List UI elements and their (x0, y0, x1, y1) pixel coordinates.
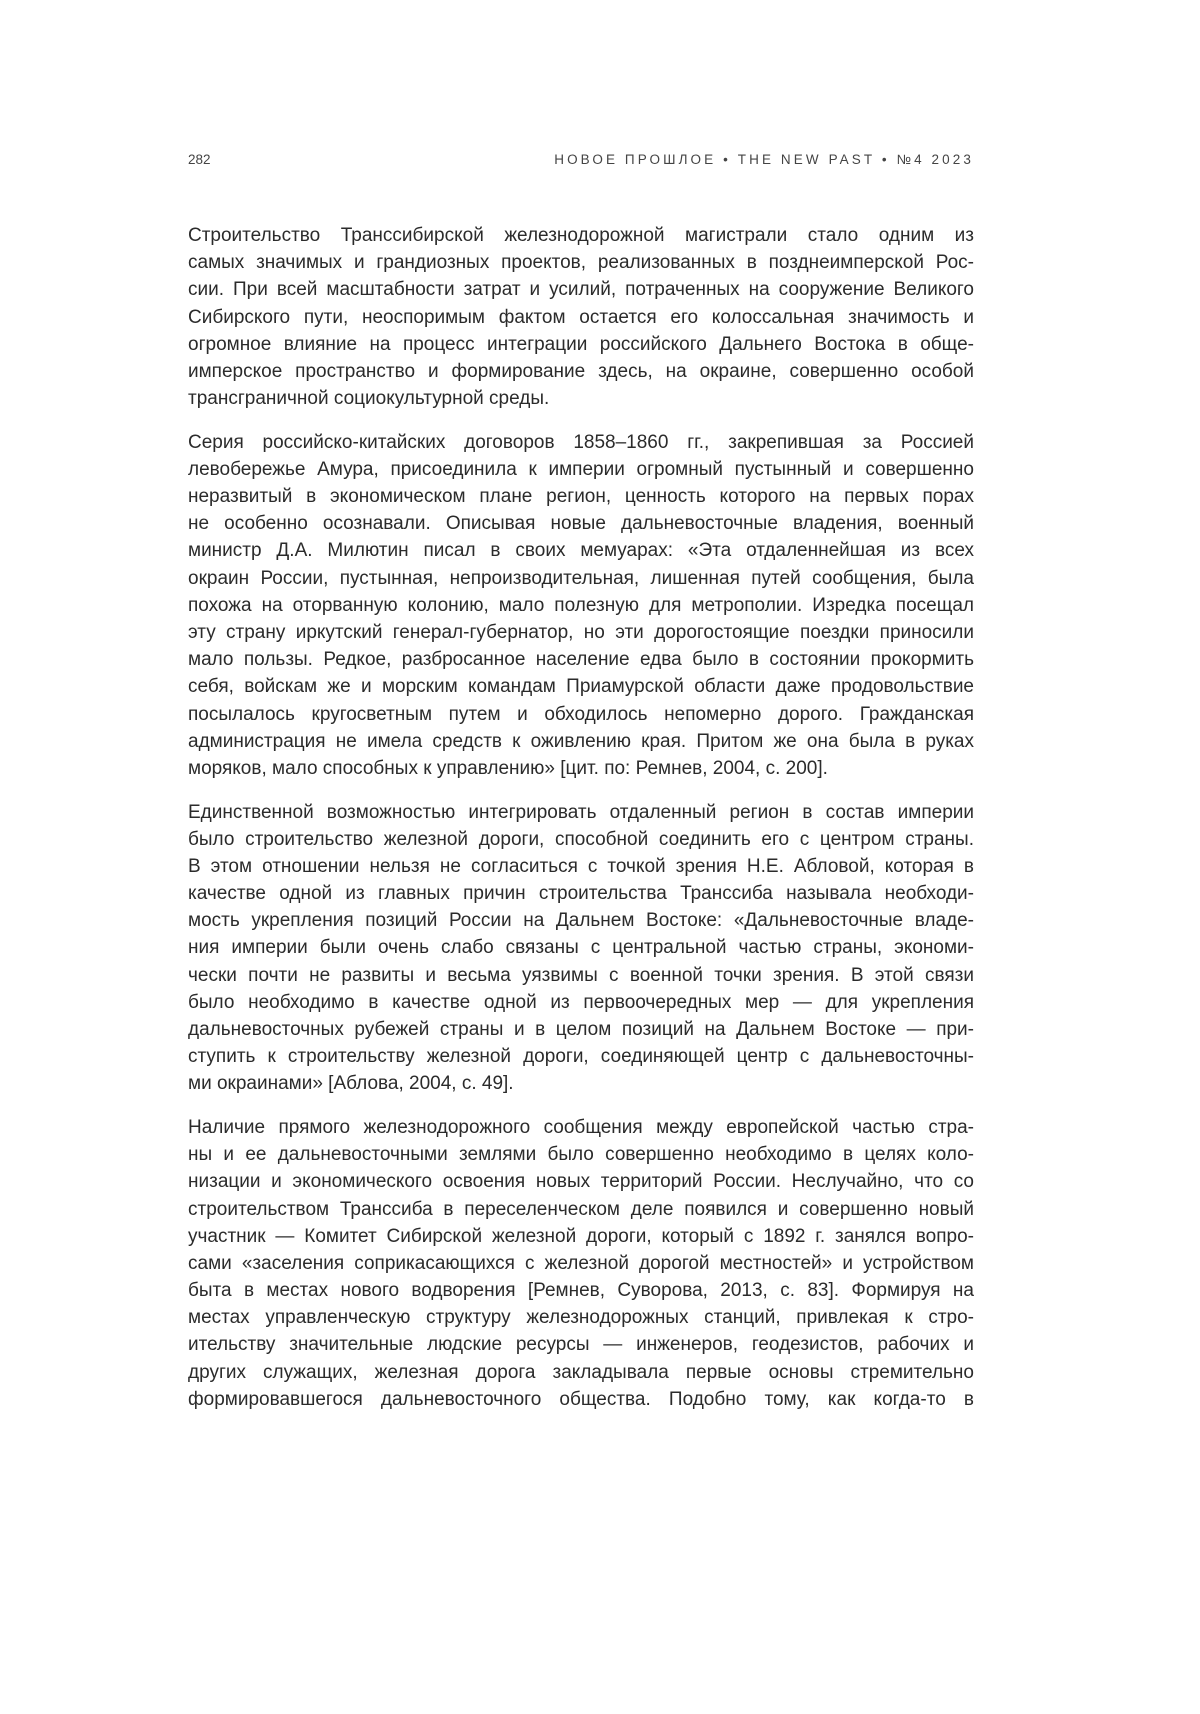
page-number: 282 (188, 152, 211, 167)
paragraph (188, 222, 974, 412)
text-line: похожа на оторванную колонию, мало полезную для метрополии. Изредка посещал (188, 592, 974, 619)
text-line: мость укрепления позиций России на Дальнем Востоке: «Дальневосточные владе- (188, 907, 974, 934)
text-line: трансграничной социокультурной среды. (188, 385, 974, 412)
text-line: мало пользы. Редкое, разбросанное население едва было в состоянии прокормить (188, 646, 974, 673)
text-line: себя, войскам же и морским командам Приамурской области даже продовольствие (188, 673, 974, 700)
text-line: качестве одной из главных причин строительства Транссиба называла необходи- (188, 880, 974, 907)
paragraph (188, 429, 974, 782)
text-line: не особенно осознавали. Описывая новые дальневосточные владения, военный (188, 510, 974, 537)
text-line: ми окраинами» [Аблова, 2004, с. 49]. (188, 1070, 974, 1097)
text-line: Строительство Транссибирской железнодорожной магистрали стало одним из (188, 222, 974, 249)
text-line: посылалось кругосветным путем и обходилось непомерно дорого. Гражданская (188, 701, 974, 728)
text-line: строительством Транссиба в переселенческом деле появился и совершенно новый (188, 1196, 974, 1223)
page-header (188, 152, 974, 172)
text-line: было строительство железной дороги, способной соединить его с центром страны. (188, 826, 974, 853)
text-line: Наличие прямого железнодорожного сообщения между европейской частью стра- (188, 1114, 974, 1141)
text-line: формировавшегося дальневосточного общества. Подобно тому, как когда-то в (188, 1386, 974, 1413)
text-line: самых значимых и грандиозных проектов, реализованных в позднеимперской Рос- (188, 249, 974, 276)
text-line: министр Д.А. Милютин писал в своих мемуарах: «Эта отдаленнейшая из всех (188, 537, 974, 564)
text-line: ступить к строительству железной дороги, соединяющей центр с дальневосточны- (188, 1043, 974, 1070)
text-line: местах управленческую структуру железнодорожных станций, привлекая к стро- (188, 1304, 974, 1331)
text-line: сами «заселения соприкасающихся с железной дорогой местностей» и устройством (188, 1250, 974, 1277)
text-line: сии. При всей масштабности затрат и усилий, потраченных на сооружение Великого (188, 276, 974, 303)
text-line: Серия российско-китайских договоров 1858–1860 гг., закрепившая за Россией (188, 429, 974, 456)
text-line: левобережье Амура, присоединила к империи огромный пустынный и совершенно (188, 456, 974, 483)
text-line: администрация не имела средств к оживлению края. Притом же она была в руках (188, 728, 974, 755)
text-line: В этом отношении нельзя не согласиться с точкой зрения Н.Е. Абловой, которая в (188, 853, 974, 880)
text-line: Сибирского пути, неоспоримым фактом остается его колоссальная значимость и (188, 304, 974, 331)
text-line: эту страну иркутский генерал-губернатор, но эти дорогостоящие поездки приносили (188, 619, 974, 646)
text-line: дальневосточных рубежей страны и в целом позиций на Дальнем Востоке — при- (188, 1016, 974, 1043)
paragraph (188, 799, 974, 1098)
text-line: ны и ее дальневосточными землями было совершенно необходимо в целях коло- (188, 1141, 974, 1168)
text-line: быта в местах нового водворения [Ремнев, Суворова, 2013, с. 83]. Формируя на (188, 1277, 974, 1304)
text-line: Единственной возможностью интегрировать отдаленный регион в состав империи (188, 799, 974, 826)
text-line: имперское пространство и формирование здесь, на окраине, совершенно особой (188, 358, 974, 385)
text-line: огромное влияние на процесс интеграции российского Дальнего Востока в обще- (188, 331, 974, 358)
text-line: было необходимо в качестве одной из первоочередных мер — для укрепления (188, 989, 974, 1016)
text-line: низации и экономического освоения новых территорий России. Неслучайно, что со (188, 1168, 974, 1195)
text-line: неразвитый в экономическом плане регион, ценность которого на первых порах (188, 483, 974, 510)
article-body (188, 222, 974, 1429)
text-line: участник — Комитет Сибирской железной дороги, который с 1892 г. занялся вопро- (188, 1223, 974, 1250)
text-line: окраин России, пустынная, непроизводительная, лишенная путей сообщения, была (188, 565, 974, 592)
running-title: НОВОЕ ПРОШЛОЕ • THE NEW PAST • №4 2023 (554, 152, 974, 167)
paragraph (188, 1114, 974, 1413)
text-line: чески почти не развиты и весьма уязвимы с военной точки зрения. В этой связи (188, 962, 974, 989)
text-line: моряков, мало способных к управлению» [цит. по: Ремнев, 2004, с. 200]. (188, 755, 974, 782)
text-line: других служащих, железная дорога закладывала первые основы стремительно (188, 1359, 974, 1386)
text-line: ительству значительные людские ресурсы — инженеров, геодезистов, рабочих и (188, 1331, 974, 1358)
text-line: ния империи были очень слабо связаны с центральной частью страны, экономи- (188, 934, 974, 961)
